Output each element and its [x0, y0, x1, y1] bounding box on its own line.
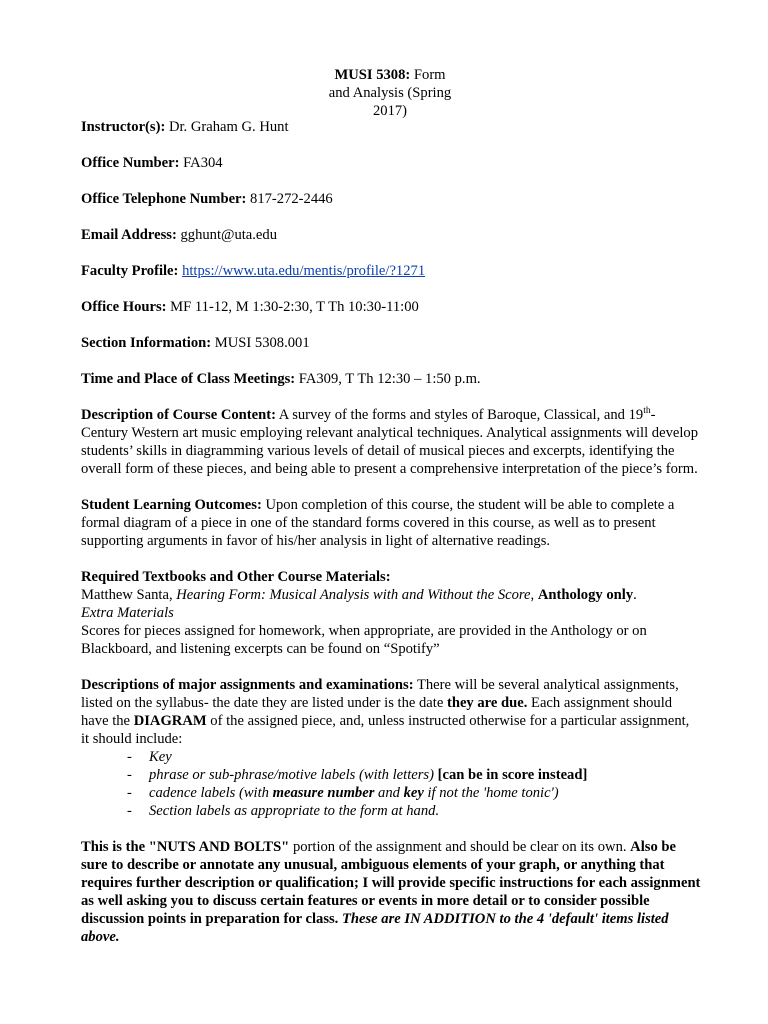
- outcomes-text: Upon completion of this course, the student will be able to complete a formal diagram of a piece in one of the standard forms covered in this course, as well as to present supporting arguments in favor of his/her analysis in light of alternative readings.: [81, 497, 675, 549]
- textbook-title: Hearing Form: Musical Analysis with and Without the Score: [176, 587, 531, 603]
- office-number-label: Office Number:: [81, 155, 180, 171]
- email-value: gghunt@uta.edu: [176, 227, 278, 243]
- bullet-cadence-a: cadence labels (with: [149, 785, 273, 801]
- section-line: [81, 334, 701, 352]
- bullet-section-labels: Section labels as appropriate to the form at hand.: [149, 803, 440, 819]
- textbooks-section: [81, 568, 701, 658]
- bullet-cadence-e: if not the 'home tonic'): [423, 785, 559, 801]
- bullet-phrase-note: [can be in score instead]: [437, 767, 588, 783]
- textbook-anthology: Anthology only: [537, 587, 634, 603]
- email-label: Email Address:: [81, 227, 177, 243]
- assignments-text: [81, 676, 701, 748]
- telephone-value: 817-272-2446: [246, 191, 333, 207]
- textbooks-heading: Required Textbooks and Other Course Materials:: [81, 569, 391, 585]
- nuts-bold-a: This is the "NUTS AND BOLTS": [81, 839, 290, 855]
- email-line: [81, 226, 701, 244]
- description-text-b: -Century Western art music employing relevant analytical techniques. Analytical assignments will develop students’ skills in diagramming various levels of detail of musical pieces and excerpts, identifying the overall form of these pieces, and being able to present a comprehensive interpretation of the piece’s form.: [81, 407, 699, 477]
- course-title-line3: 2017): [372, 103, 408, 119]
- assignments-text-b: Each assignment should have the: [81, 695, 673, 729]
- description-text-a: A survey of the forms and styles of Baroque, Classical, and 19: [275, 407, 644, 423]
- bullet-phrase-labels: phrase or sub-phrase/motive labels (with letters): [149, 767, 438, 783]
- course-title-line2: and Analysis (Spring: [328, 85, 452, 101]
- office-hours-label: Office Hours:: [81, 299, 167, 315]
- course-description: [81, 406, 701, 478]
- list-item: [127, 748, 701, 766]
- description-superscript: th: [643, 406, 651, 417]
- course-title: [315, 66, 465, 120]
- office-hours-value: MF 11-12, M 1:30-2:30, T Th 10:30-11:00: [166, 299, 419, 315]
- instructor-label: Instructor(s):: [81, 119, 166, 135]
- assignments-due: they are due.: [446, 695, 528, 711]
- assignments-label: Descriptions of major assignments and examinations:: [81, 677, 414, 693]
- section-value: MUSI 5308.001: [211, 335, 310, 351]
- office-number-line: [81, 154, 701, 172]
- section-label: Section Information:: [81, 335, 212, 351]
- course-code: MUSI 5308:: [334, 67, 411, 83]
- nuts-text-b: portion of the assignment and should be clear on its own.: [289, 839, 631, 855]
- bullet-cadence-key: key: [403, 785, 424, 801]
- faculty-profile-line: [81, 262, 701, 280]
- bullet-key: Key: [149, 749, 172, 765]
- assignments-diagram: DIAGRAM: [133, 713, 207, 729]
- extra-materials-heading: Extra Materials: [81, 605, 174, 621]
- list-item: [127, 766, 701, 784]
- meetings-value: FA309, T Th 12:30 – 1:50 p.m.: [295, 371, 481, 387]
- assignments-section: [81, 676, 701, 820]
- meetings-line: [81, 370, 701, 388]
- syllabus-body: [81, 118, 701, 946]
- textbook-comma: ,: [530, 587, 538, 603]
- nuts-bold-italic-d: These are IN ADDITION to the 4 'default' items listed above.: [81, 911, 669, 945]
- nuts-bold-c: Also be sure to describe or annotate any unusual, ambiguous elements of your graph, or anything that requires further description or qualification; I will provide specific instructions for each assignment as well asking you to discuss certain features or events in more detail or to consider possible discussion points in preparation for class.: [81, 839, 701, 927]
- faculty-profile-link[interactable]: https://www.uta.edu/mentis/profile/?1271: [182, 263, 426, 279]
- meetings-label: Time and Place of Class Meetings:: [81, 371, 296, 387]
- nuts-and-bolts-paragraph: [81, 838, 701, 946]
- telephone-line: [81, 190, 701, 208]
- textbook-entry: [81, 586, 701, 604]
- outcomes-label: Student Learning Outcomes:: [81, 497, 262, 513]
- office-number-value: FA304: [179, 155, 223, 171]
- office-hours-line: [81, 298, 701, 316]
- extra-materials-text: Scores for pieces assigned for homework, when appropriate, are provided in the Anthology or on Blackboard, and listening excerpts can be found on “Spotify”: [81, 623, 647, 657]
- instructor-line: [81, 118, 701, 136]
- telephone-label: Office Telephone Number:: [81, 191, 247, 207]
- bullet-cadence-c: and: [374, 785, 404, 801]
- list-item: [127, 802, 701, 820]
- textbook-author: Matthew Santa,: [81, 587, 177, 603]
- bullet-cadence-measure: measure number: [272, 785, 375, 801]
- list-item: [127, 784, 701, 802]
- instructor-value: Dr. Graham G. Hunt: [165, 119, 289, 135]
- assignments-text-c: of the assigned piece, and, unless instructed otherwise for a particular assignment, it should include:: [81, 713, 690, 747]
- faculty-profile-label: Faculty Profile:: [81, 263, 179, 279]
- course-title-line1: Form: [410, 67, 446, 83]
- description-label: Description of Course Content:: [81, 407, 276, 423]
- assignments-text-a: There will be several analytical assignments, listed on the syllabus- the date they are listed under is the date: [81, 677, 679, 711]
- learning-outcomes: [81, 496, 701, 550]
- textbook-period: .: [633, 587, 637, 603]
- assignment-requirements-list: [81, 748, 701, 820]
